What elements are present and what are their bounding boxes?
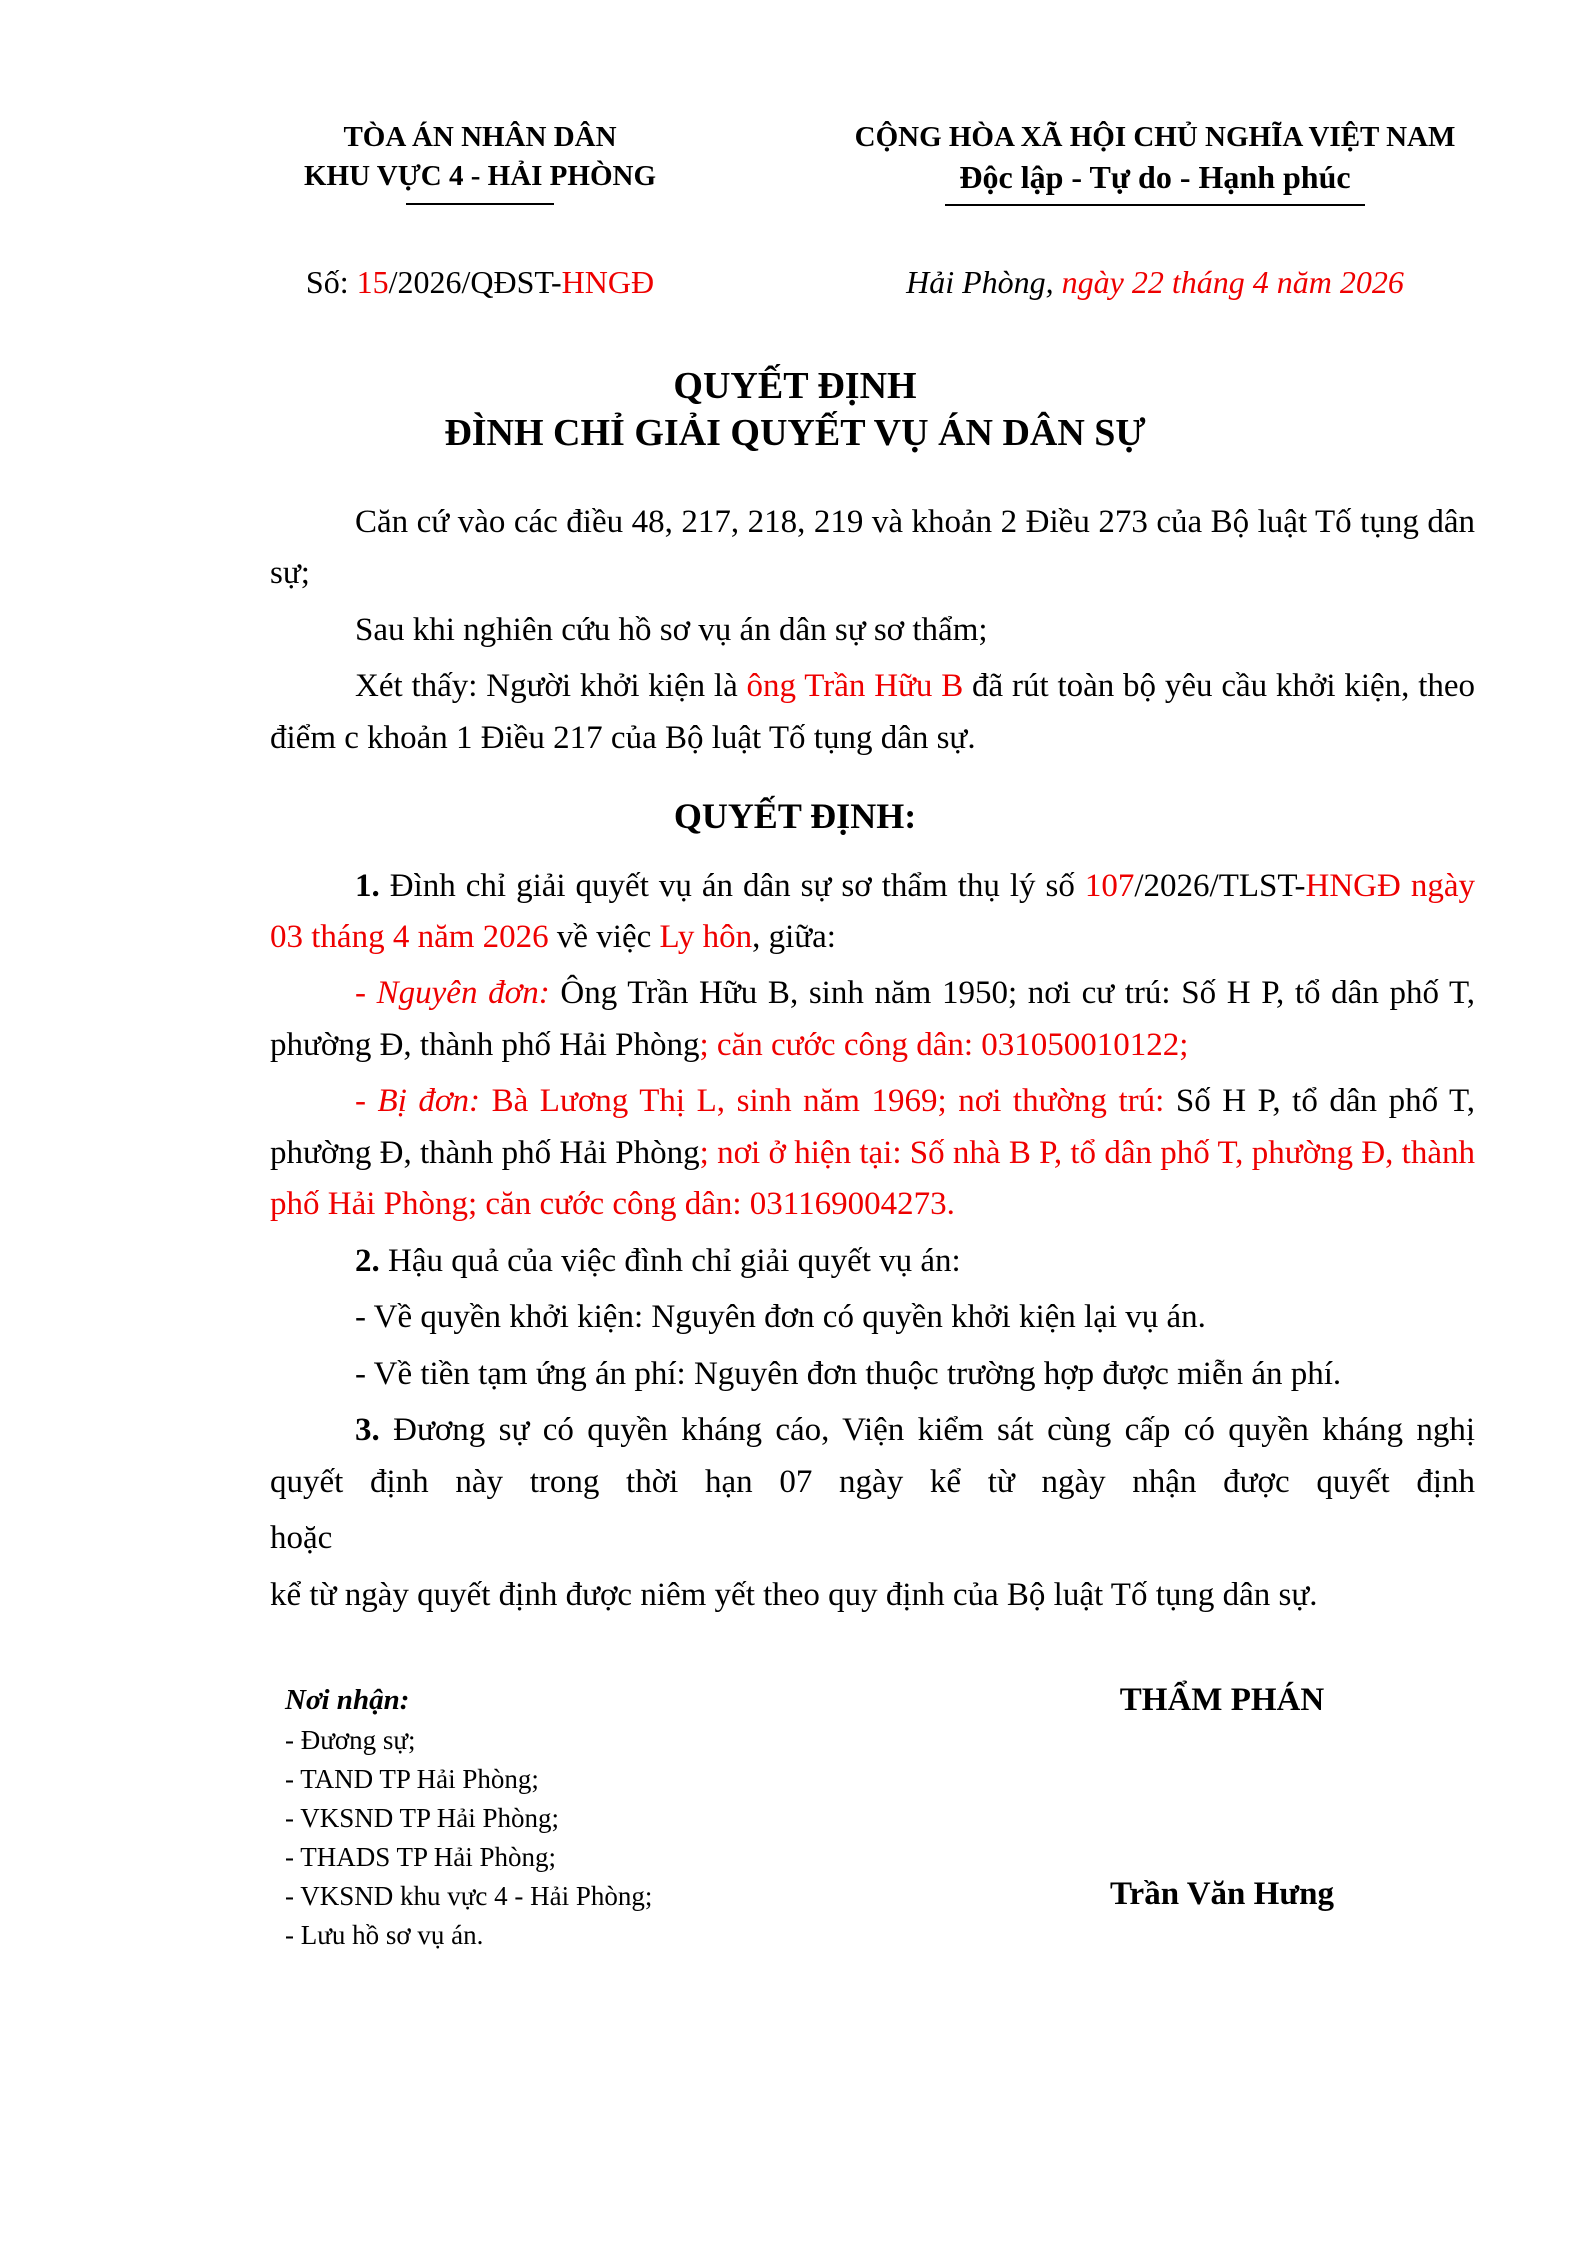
document-title — [115, 363, 1475, 457]
recipients-label: Nơi nhận: — [285, 1684, 410, 1717]
recipient-item: - Đương sự; — [285, 1725, 416, 1756]
signer-name: Trần Văn Hưng — [1110, 1876, 1334, 1913]
header-national-block — [810, 118, 1500, 206]
header-court-block — [150, 118, 810, 206]
place-date-line — [810, 264, 1500, 301]
date-text: ngày 22 tháng 4 năm 2026 — [1061, 264, 1404, 300]
recipients-block — [285, 1679, 652, 1955]
recipient-item: - TAND TP Hải Phòng; — [285, 1764, 539, 1795]
preamble-review: Sau khi nghiên cứu hồ sơ vụ án dân sự sơ thẩm; — [355, 611, 988, 648]
document-number-code: HNGĐ — [561, 264, 655, 300]
signature-block — [942, 1679, 1502, 1955]
preamble-legal-basis: Căn cứ vào các điều 48, 217, 218, 219 và khoản 2 Điều 273 của Bộ luật Tố tụng dân sự; — [270, 504, 1475, 592]
plaintiff-name-highlight: ông Trần Hữu B — [746, 668, 973, 705]
court-name-line2: KHU VỰC 4 - HẢI PHÒNG — [303, 160, 657, 192]
finding-text-1: Xét thấy: Người khởi kiện là — [355, 668, 747, 705]
item1-number: 1. — [355, 867, 380, 904]
decision-item-3 — [270, 1405, 1475, 1508]
plaintiff-label: - Nguyên đơn: — [355, 975, 561, 1012]
item2-text: Hậu quả của việc đình chỉ giải quyết vụ án: — [379, 1242, 961, 1279]
place-text: Hải Phòng, — [906, 264, 1062, 300]
item1-text-1: Đình chỉ giải quyết vụ án dân sự sơ thẩm thụ lý số — [379, 867, 1085, 904]
plaintiff-paragraph — [270, 968, 1475, 1071]
court-name-line1: TÒA ÁN NHÂN DÂN — [343, 121, 617, 153]
item3-text: Đương sự có quyền kháng cáo, Viện kiểm sát cùng cấp có quyền kháng nghị quyết định này trong thời hạn 07 ngày kể từ ngày nhận được quyết định — [270, 1412, 1475, 1500]
header-right-underline — [945, 204, 1365, 206]
item2-bullet-2: - Về tiền tạm ứng án phí: Nguyên đơn thuộc trường hợp được miễn án phí. — [355, 1355, 1342, 1392]
document-header — [0, 118, 1586, 206]
item1-case-number: 107 — [1084, 867, 1135, 904]
item1-text-4: , giữa: — [752, 918, 836, 955]
plaintiff-details: Ông Trần Hữu B, sinh năm 1950; nơi cư trú: Số H P, tổ dân phố T, phường Đ, thành phố Hải Phòng — [270, 975, 1475, 1063]
preamble-finding — [270, 661, 1475, 764]
item1-case-type: Ly hôn — [659, 918, 753, 955]
national-title: CỘNG HÒA XÃ HỘI CHỦ NGHĨA VIỆT NAM — [854, 121, 1456, 153]
number-date-row — [0, 264, 1586, 301]
recipient-item: - VKSND khu vực 4 - Hải Phòng; — [285, 1881, 653, 1912]
item3-number: 3. — [355, 1412, 380, 1449]
document-number-serial: /2026/QĐST- — [388, 264, 562, 300]
document-number — [150, 264, 810, 301]
item1-text-3: về việc — [548, 918, 660, 955]
signer-title: THẨM PHÁN — [1119, 1682, 1325, 1719]
recipient-item: - Lưu hồ sơ vụ án. — [285, 1920, 484, 1951]
plaintiff-id-number: ; căn cước công dân: 031050010122; — [699, 1026, 1189, 1063]
decision-item-2 — [270, 1236, 1475, 1287]
finding-text-2: đã rút toàn bộ yêu cầu khởi kiện, theo điểm c khoản 1 Điều 217 của Bộ luật Tố tụng dân sự. — [270, 668, 1476, 756]
document-number-label: Số: — [305, 264, 357, 300]
document-body — [270, 497, 1475, 1621]
title-line1: QUYẾT ĐỊNH — [673, 365, 917, 407]
national-motto: Độc lập - Tự do - Hạnh phúc — [959, 159, 1351, 195]
defendant-residence-id: ; nơi ở hiện tại: Số nhà B P, tổ dân phố T, phường Đ, thành phố Hải Phòng; căn cước công dân: 031169004273. — [270, 1134, 1475, 1223]
item2-number: 2. — [355, 1242, 380, 1279]
header-left-underline — [406, 203, 554, 205]
defendant-details-black: Số H P, tổ dân phố T, phường Đ, thành phố Hải Phòng — [270, 1083, 1476, 1171]
item3-continuation-2: kể từ ngày quyết định được niêm yết theo quy định của Bộ luật Tố tụng dân sự. — [270, 1576, 1318, 1613]
defendant-label: - Bị đơn: — [355, 1083, 492, 1120]
item3-continuation-1: hoặc — [270, 1520, 333, 1557]
defendant-details-red: Bà Lương Thị L, sinh năm 1969; nơi thường trú: — [491, 1083, 1176, 1120]
document-number-value: 15 — [356, 264, 389, 300]
decision-heading: QUYẾT ĐỊNH: — [673, 796, 917, 837]
recipient-item: - THADS TP Hải Phòng; — [285, 1842, 557, 1873]
decision-item-1 — [270, 861, 1475, 964]
defendant-paragraph — [270, 1076, 1475, 1230]
title-line2: ĐÌNH CHỈ GIẢI QUYẾT VỤ ÁN DÂN SỰ — [444, 412, 1146, 454]
item1-case-code-date: HNGĐ ngày 03 tháng 4 năm 2026 — [270, 867, 1475, 955]
item2-bullet-1: - Về quyền khởi kiện: Nguyên đơn có quyền khởi kiện lại vụ án. — [355, 1299, 1206, 1336]
item1-text-2: /2026/TLST- — [1134, 867, 1306, 904]
document-footer — [0, 1679, 1586, 1955]
recipient-item: - VKSND TP Hải Phòng; — [285, 1803, 560, 1834]
